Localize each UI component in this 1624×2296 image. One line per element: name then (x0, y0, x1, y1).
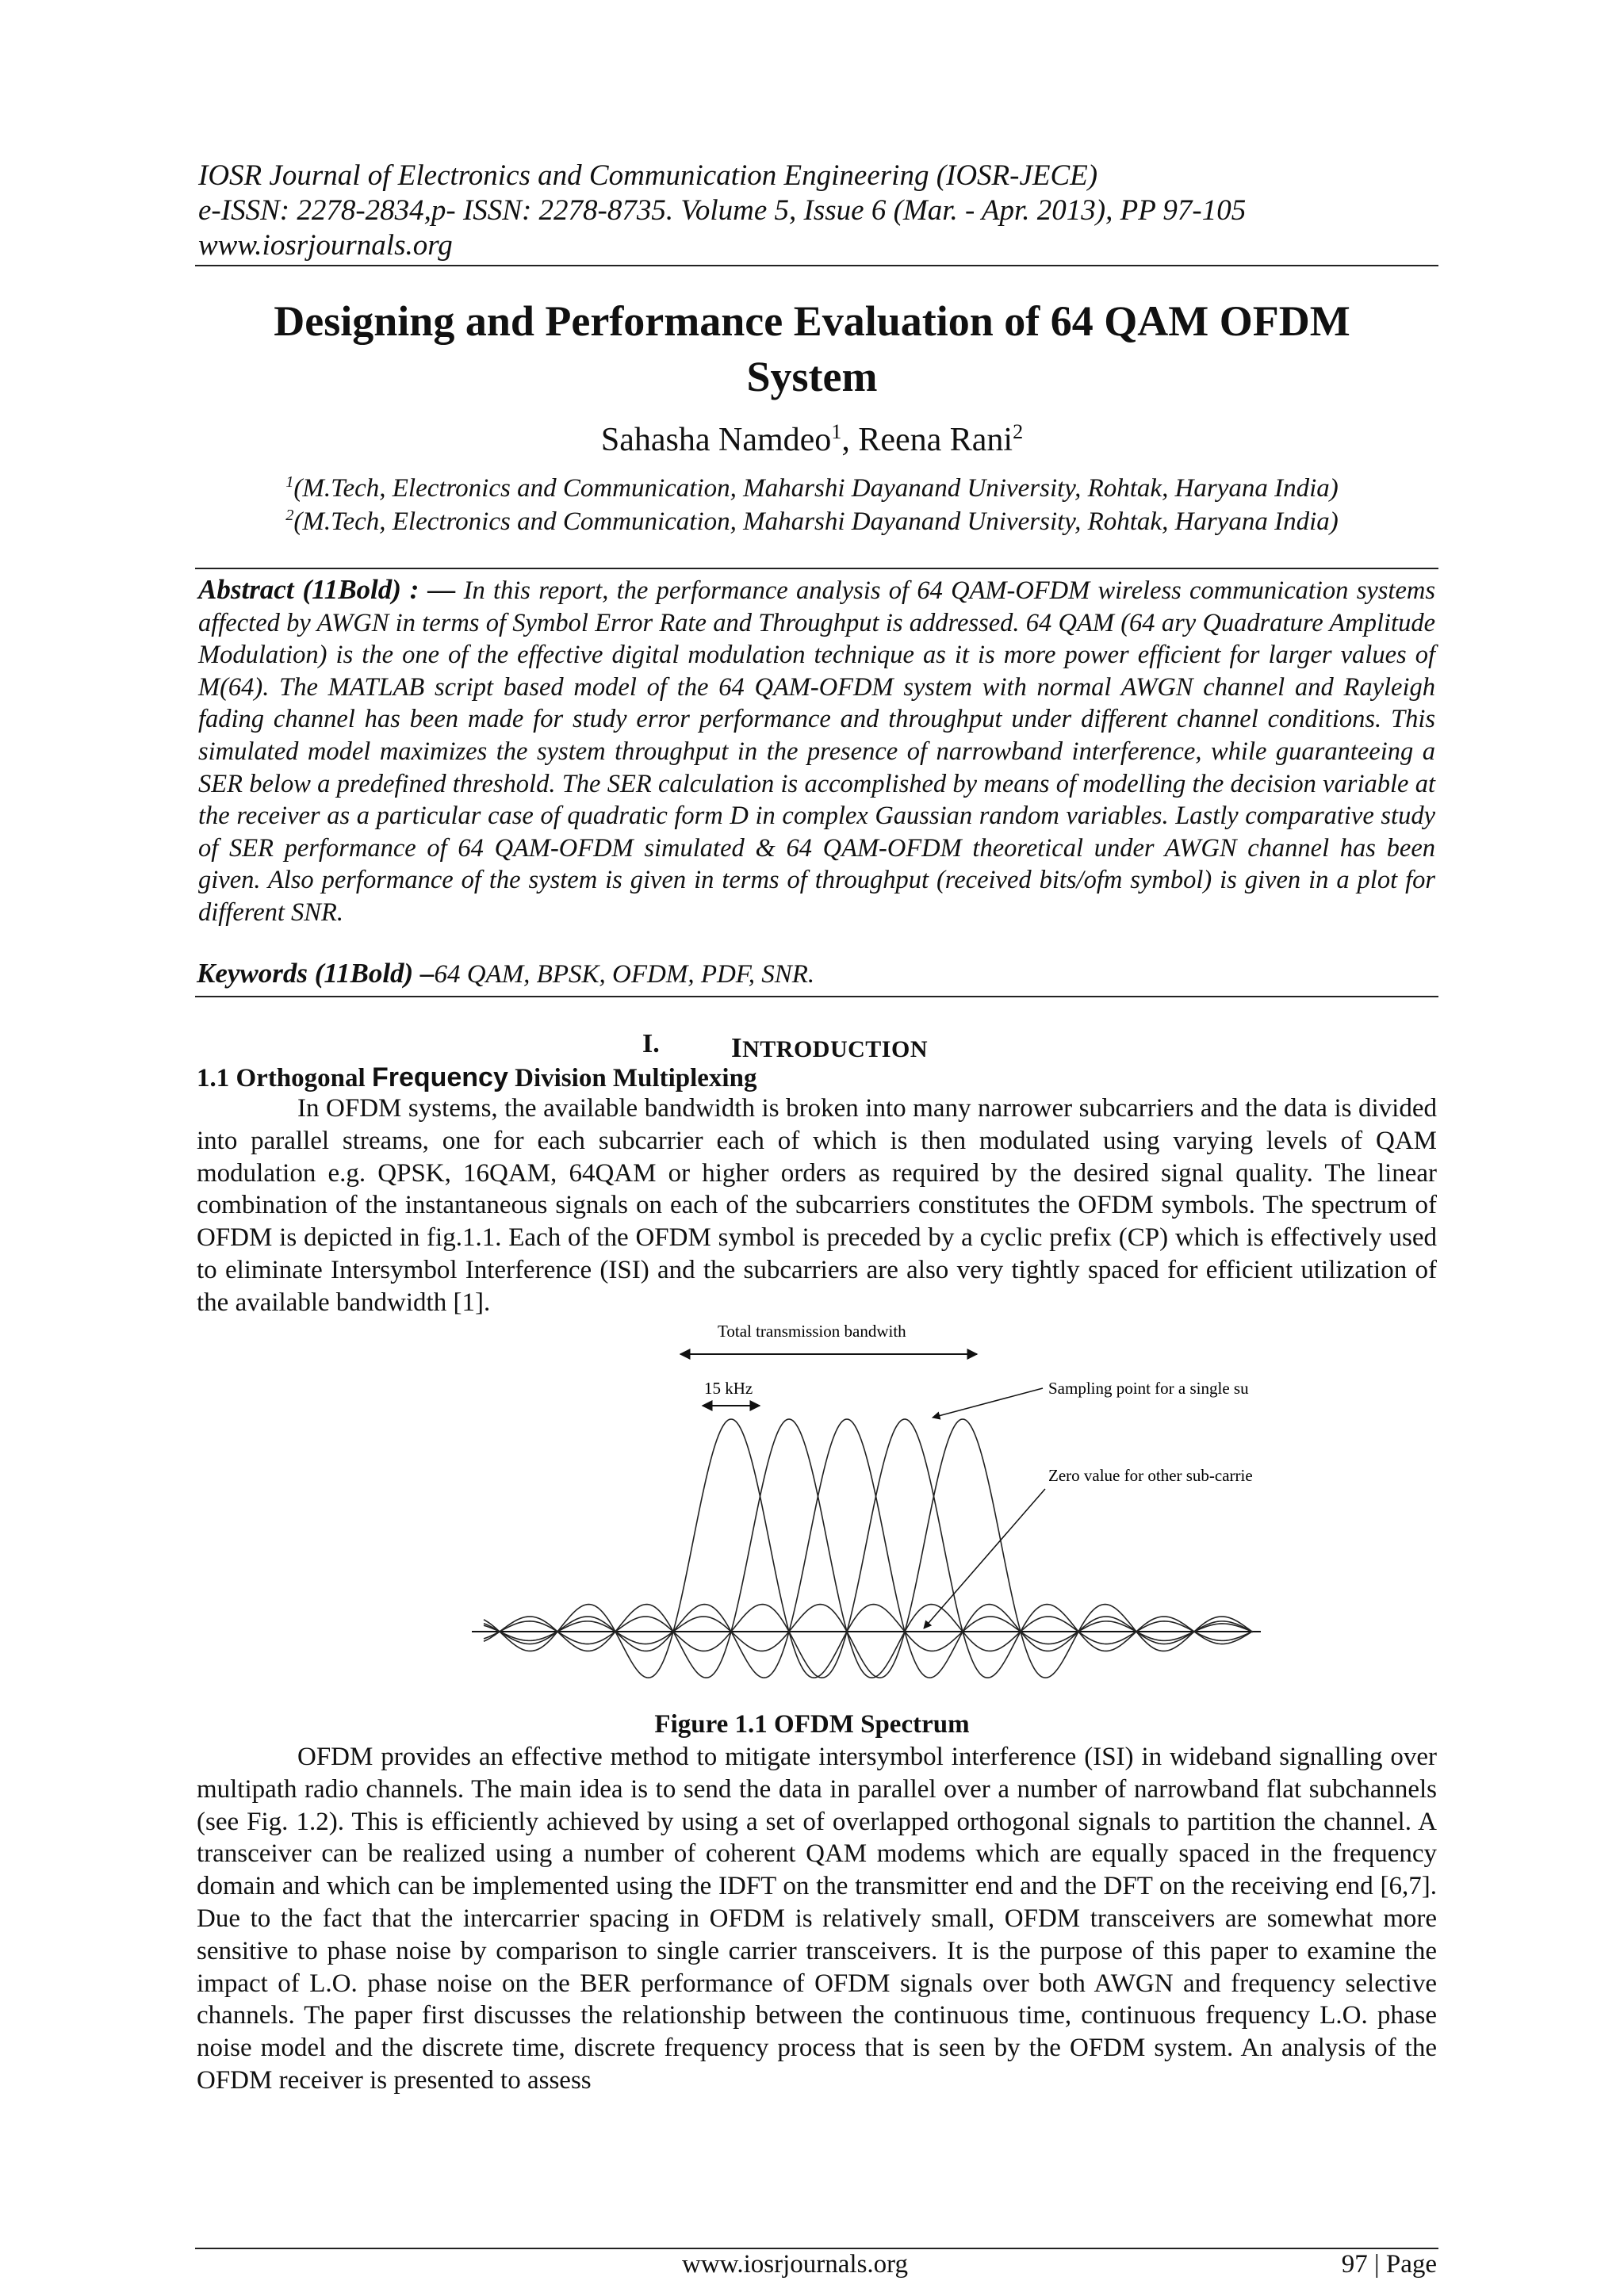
subcarrier-curve (484, 1419, 1253, 1678)
abstract (198, 574, 1435, 929)
affiliation-1-text: (M.Tech, Electronics and Communication, Maharshi Dayanand University, Rohtak, Haryana India) (293, 474, 1339, 503)
section-title-first: I (731, 1032, 743, 1063)
keywords-label: Keywords (11Bold) – (197, 958, 435, 989)
footer-url: www.iosrjournals.org (682, 2250, 909, 2279)
subsection-title-a: 1.1 Orthogonal (197, 1064, 372, 1093)
title-line-2: System (746, 353, 878, 400)
section-title-rest: NTRODUCTION (742, 1036, 928, 1062)
authors (159, 420, 1465, 460)
subcarrier-group (484, 1419, 1253, 1678)
body-paragraph-1: In OFDM systems, the available bandwidth is broken into many narrower subcarriers and the data is divided into parallel streams, one for each subcarrier each of which is then modulated using varying levels of QAM modulation e.g. QPSK, 16QAM, 64QAM or higher orders as required by the desired signal quality. The linear combination of the instantaneous signals on each of the subcarriers constitutes the OFDM symbols. The spectrum of OFDM is depicted in fig.1.1. Each of the OFDM symbol is preceded by a cyclic prefix (CP) which is effectively used to eliminate Intersymbol Interference (ISI) and the subcarriers are also very tightly spaced for efficient utilization of the available bandwidth [1]. (197, 1094, 1437, 1317)
subsection-title-c: Division Multiplexing (508, 1064, 757, 1093)
affiliation-2-sup: 2 (285, 507, 294, 524)
author-1: Sahasha Namdeo (600, 422, 832, 458)
abstract-label: Abstract (11Bold) : — (198, 574, 456, 605)
abstract-text: In this report, the performance analysis of 64 QAM-OFDM wireless communication systems affected by AWGN in terms of Symbol Error Rate and Throughput is addressed. 64 QAM (64 ary Quadrature Amplitude Modulation) is the one of the effective digital modulation technique as it is more power efficient for larger values of M(64). The MATLAB script based model of the 64 QAM-OFDM system with normal AWGN channel and Rayleigh fading channel has been made for study error performance and throughput under different channel conditions. This simulated model maximizes the system throughput in the presence of narrowband interference, while guaranteeing a SER below a predefined threshold. The SER calculation is accomplished by means of modelling the decision variable at the receiver as a particular case of quadratic form D in complex Gaussian random variables. Lastly comparative study of SER performance of 64 QAM-OFDM simulated & 64 QAM-OFDM theoretical under AWGN channel has been given. Also performance of the system is given in terms of throughput (received bits/ofm symbol) is given in a plot for different SNR. (198, 576, 1435, 927)
section-title (731, 1032, 928, 1064)
affiliation-1 (159, 473, 1465, 504)
paper-title (159, 293, 1465, 404)
author-1-sup: 1 (831, 420, 842, 443)
journal-url: www.iosrjournals.org (198, 229, 453, 262)
figure-caption: Figure 1.1 OFDM Spectrum (654, 1710, 970, 1739)
footer-rule (195, 2248, 1438, 2249)
subsection-title-b: Frequency (371, 1062, 508, 1093)
sampling-point-pointer (933, 1388, 1043, 1418)
keywords (197, 958, 1434, 990)
spacing-label: 15 kHz (704, 1379, 753, 1398)
subcarrier-curve (484, 1419, 1253, 1678)
zero-value-pointer (924, 1489, 1045, 1628)
ofdm-spectrum-figure (460, 1314, 1285, 1687)
abstract-top-rule (195, 568, 1438, 569)
bandwidth-label: Total transmission bandwith (718, 1322, 906, 1341)
zero-value-label: Zero value for other sub-carrie (1048, 1466, 1253, 1485)
affiliation-1-sup: 1 (285, 473, 294, 491)
keywords-text: 64 QAM, BPSK, OFDM, PDF, SNR. (434, 960, 815, 989)
subcarrier-curve (484, 1419, 1253, 1678)
title-line-1: Designing and Performance Evaluation of 64 QAM OFDM (274, 297, 1350, 345)
affiliation-2-text: (M.Tech, Electronics and Communication, Maharshi Dayanand University, Rohtak, Haryana India) (293, 507, 1339, 536)
affiliation-2 (159, 506, 1465, 538)
page-number: 97 | Page (1341, 2250, 1437, 2279)
author-2-sup: 2 (1013, 420, 1024, 443)
header-rule (195, 265, 1438, 266)
sampling-point-label: Sampling point for a single su (1048, 1379, 1249, 1398)
subsection-title (197, 1062, 756, 1093)
subcarrier-curve (484, 1419, 1253, 1678)
journal-name: IOSR Journal of Electronics and Communication Engineering (IOSR-JECE) (198, 159, 1098, 192)
section-number: I. (642, 1029, 660, 1058)
abstract-bottom-rule (195, 996, 1438, 997)
author-separator: , (841, 422, 859, 458)
subcarrier-curve (484, 1419, 1253, 1678)
author-2: Reena Rani (858, 422, 1013, 458)
journal-issn: e-ISSN: 2278-2834,p- ISSN: 2278-8735. Volume 5, Issue 6 (Mar. - Apr. 2013), PP 97-105 (198, 194, 1247, 227)
body-paragraph-2: OFDM provides an effective method to mitigate intersymbol interference (ISI) in wideband signalling over multipath radio channels. The main idea is to send the data in parallel over a number of narrowband flat subchannels (see Fig. 1.2). This is efficiently achieved by using a set of overlapped orthogonal signals to partition the channel. A transceiver can be realized using a number of coherent QAM modems which are equally spaced in the frequency domain and which can be implemented using the IDFT on the transmitter end and the DFT on the receiving end [6,7]. Due to the fact that the intercarrier spacing in OFDM is relatively small, OFDM transceivers are somewhat more sensitive to phase noise by comparison to single carrier transceivers. It is the purpose of this paper to examine the impact of L.O. phase noise on the BER performance of OFDM signals over both AWGN and frequency selective channels. The paper first discusses the relationship between the continuous time, continuous frequency L.O. phase noise model and the discrete time, discrete frequency process that is seen by the OFDM system. An analysis of the OFDM receiver is presented to assess (197, 1743, 1437, 2095)
